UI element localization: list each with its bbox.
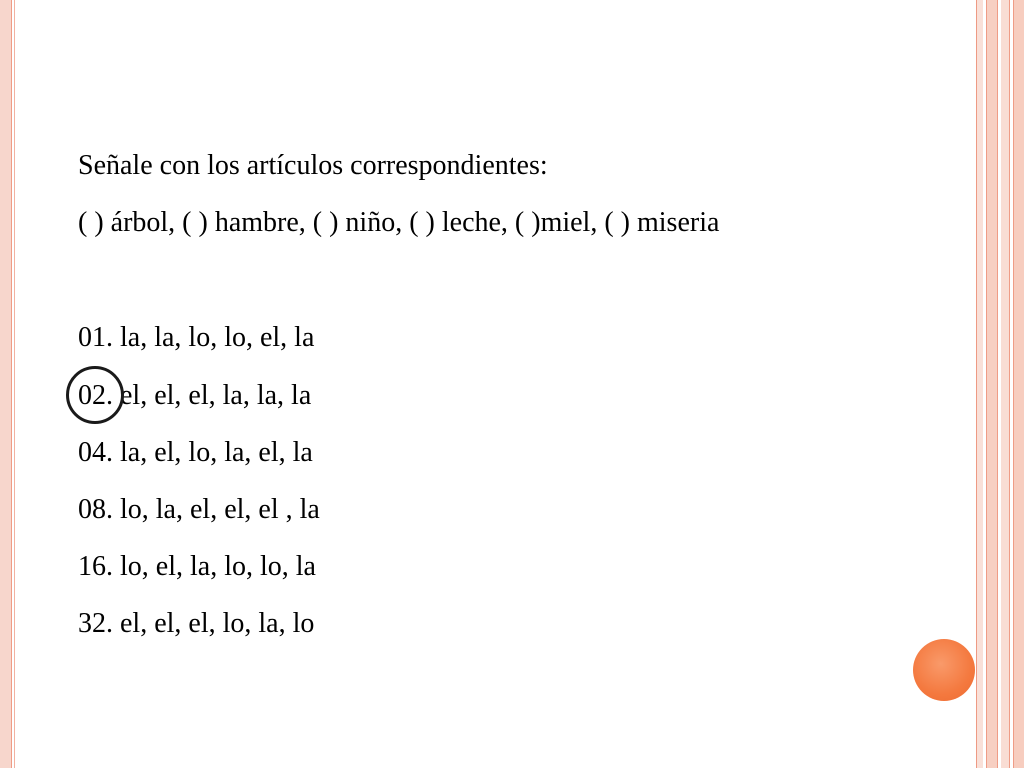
items-line: ( ) árbol, ( ) hambre, ( ) niño, ( ) leche, ( )miel, ( ) miseria <box>78 207 720 238</box>
option-01: 01. la, la, lo, lo, el, la <box>78 322 315 353</box>
option-04: 04. la, el, lo, la, el, la <box>78 437 313 468</box>
answer-mark-circle <box>66 366 124 424</box>
decorative-orange-circle <box>913 639 975 701</box>
option-02: 02. el, el, el, la, la, la <box>78 380 312 411</box>
left-border-line <box>14 0 15 768</box>
right-border-band-2 <box>986 0 998 768</box>
option-16: 16. lo, el, la, lo, lo, la <box>78 551 316 582</box>
option-32: 32. el, el, el, lo, la, lo <box>78 608 315 639</box>
right-border-band-1 <box>976 0 983 768</box>
right-border-band-4 <box>1013 0 1024 768</box>
option-08: 08. lo, la, el, el, el , la <box>78 494 320 525</box>
right-border-band-3 <box>1001 0 1010 768</box>
instruction-text: Señale con los artículos correspondientes: <box>78 150 548 181</box>
left-border-band <box>0 0 12 768</box>
